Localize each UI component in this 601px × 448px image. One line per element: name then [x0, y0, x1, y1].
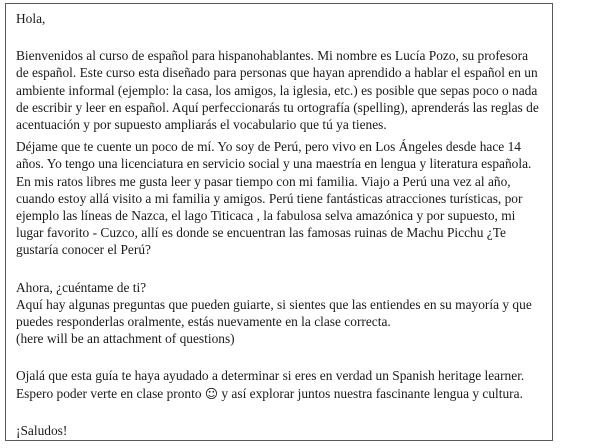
attachment-note-paragraph: (here will be an attachment of questions)	[16, 331, 235, 347]
letter-body	[6, 4, 552, 441]
about-me-paragraph: Déjame que te cuente un poco de mí. Yo soy de Perú, pero vivo en Los Ángeles desde hace 14 años. Yo tengo una licenciatura en servicio social y una maestría en lengua y literatura española. En mis ratos libres me gusta leer y pasar tiempo con mi familia. Viajo a Perú una vez al año, cuando estoy allá visito a mi familia y amigos. Perú tiene fantásticas atracciones turísticas, por ejemplo las líneas de Nazca, el lago Titicaca , la fabulosa selva amazónica y por supuesto, mi lugar favorito - Cuzco, allí es donde se encuentran las famosas ruinas de Machu Picchu ¿Te gustaría conocer el Perú?	[16, 139, 532, 258]
closing-paragraph	[16, 367, 542, 401]
intro-paragraph: Bienvenidos al curso de español para hispanohablantes. Mi nombre es Lucía Pozo, su profesora de español. Este curso esta diseñado para personas que hayan aprendido a hablar el español en un ambiente informal (ejemplo: la casa, los amigos, la iglesia, etc.) es posible que sepas poco o nada de escribir y leer en español. Aquí perfeccionarás tu ortografía (spelling), aprenderás las reglas de acentuación y por supuesto ampliarás el vocabulario que tú ya tienes.	[16, 48, 539, 133]
document-text-box	[5, 3, 553, 441]
question-prompt-paragraph: Ahora, ¿cuéntame de ti?	[16, 279, 147, 295]
greeting-paragraph: Hola,	[16, 11, 46, 26]
signoff-paragraph: ¡Saludos!	[16, 422, 68, 438]
smiley-face-icon: ☺	[204, 385, 219, 401]
closing-text-after-emoji: y así explorar juntos nuestra fascinante lengua y cultura.	[218, 385, 523, 401]
closing-text-before-emoji: Ojalá que esta guía te haya ayudado a determinar si eres en verdad un Spanish heritage learner. Espero poder verte en clase pronto	[16, 368, 525, 401]
questions-intro-paragraph: Aquí hay algunas preguntas que pueden guiarte, si sientes que las entiendes en su mayoría y que puedes responderlas oralmente, estás nuevamente en la clase correcta.	[16, 296, 532, 330]
